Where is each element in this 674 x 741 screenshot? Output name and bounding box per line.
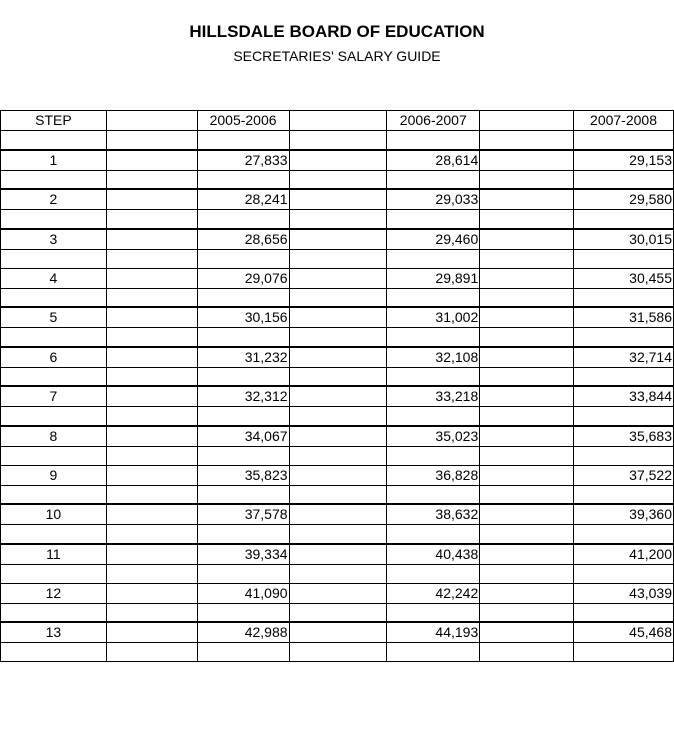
empty-cell <box>1 210 107 229</box>
table-row <box>1 544 674 565</box>
empty-cell <box>197 210 289 229</box>
spacer-cell <box>480 426 574 447</box>
value-2006-2007: 42,242 <box>387 583 480 603</box>
empty-cell <box>289 446 387 465</box>
empty-cell <box>387 603 480 622</box>
table-row <box>1 150 674 171</box>
empty-cell <box>1 249 107 268</box>
empty-cell <box>289 249 387 268</box>
empty-cell <box>480 210 574 229</box>
table-row <box>1 465 674 485</box>
empty-cell <box>387 210 480 229</box>
value-2007-2008: 30,455 <box>574 268 674 288</box>
value-2006-2007: 29,891 <box>387 268 480 288</box>
empty-cell <box>574 367 674 386</box>
empty-cell <box>106 367 197 386</box>
value-2006-2007: 36,828 <box>387 465 480 485</box>
empty-cell <box>480 170 574 189</box>
value-2007-2008: 37,522 <box>574 465 674 485</box>
value-2005-2006: 37,578 <box>197 504 289 525</box>
empty-cell <box>106 407 197 426</box>
table-row <box>1 307 674 328</box>
blank-row <box>1 525 674 544</box>
document-title: HILLSDALE BOARD OF EDUCATION <box>189 22 485 41</box>
value-2007-2008: 35,683 <box>574 426 674 447</box>
spacer-cell <box>289 583 387 603</box>
empty-cell <box>106 210 197 229</box>
empty-cell <box>574 643 674 662</box>
empty-cell <box>289 407 387 426</box>
spacer-cell <box>480 622 574 643</box>
blank-row <box>1 131 674 150</box>
empty-cell <box>480 603 574 622</box>
empty-cell <box>289 485 387 504</box>
column-header-2006-2007: 2006-2007 <box>387 111 480 131</box>
empty-cell <box>197 170 289 189</box>
empty-cell <box>1 525 107 544</box>
empty-cell <box>574 564 674 583</box>
column-header-2005-2006: 2005-2006 <box>197 111 289 131</box>
blank-row <box>1 210 674 229</box>
value-2007-2008: 29,153 <box>574 150 674 171</box>
blank-row <box>1 643 674 662</box>
value-2007-2008: 41,200 <box>574 544 674 565</box>
value-2007-2008: 39,360 <box>574 504 674 525</box>
empty-cell <box>289 564 387 583</box>
empty-cell <box>197 525 289 544</box>
spacer-cell <box>289 386 387 407</box>
empty-cell <box>289 288 387 307</box>
spacer-cell <box>480 268 574 288</box>
spacer-cell <box>106 150 197 171</box>
empty-cell <box>387 525 480 544</box>
value-2007-2008: 33,844 <box>574 386 674 407</box>
empty-cell <box>1 170 107 189</box>
empty-cell <box>106 525 197 544</box>
empty-cell <box>197 485 289 504</box>
empty-cell <box>197 643 289 662</box>
empty-cell <box>480 446 574 465</box>
value-2006-2007: 44,193 <box>387 622 480 643</box>
spacer-cell <box>289 426 387 447</box>
spacer-cell <box>289 465 387 485</box>
spacer-cell <box>480 583 574 603</box>
empty-cell <box>197 249 289 268</box>
spacer-cell <box>106 268 197 288</box>
value-2005-2006: 30,156 <box>197 307 289 328</box>
spacer-cell <box>289 544 387 565</box>
empty-cell <box>1 603 107 622</box>
value-2005-2006: 31,232 <box>197 347 289 368</box>
step-cell: 9 <box>1 465 107 485</box>
empty-cell <box>197 603 289 622</box>
empty-cell <box>574 131 674 150</box>
value-2005-2006: 28,656 <box>197 229 289 250</box>
empty-cell <box>289 210 387 229</box>
spacer-cell <box>289 622 387 643</box>
value-2007-2008: 30,015 <box>574 229 674 250</box>
spacer-cell <box>289 150 387 171</box>
spacer-cell <box>289 229 387 250</box>
value-2006-2007: 29,460 <box>387 229 480 250</box>
empty-cell <box>197 131 289 150</box>
blank-row <box>1 564 674 583</box>
empty-cell <box>480 288 574 307</box>
empty-cell <box>480 328 574 347</box>
table-row <box>1 386 674 407</box>
empty-cell <box>289 131 387 150</box>
empty-cell <box>480 131 574 150</box>
step-cell: 6 <box>1 347 107 368</box>
spacer-cell <box>106 544 197 565</box>
spacer-cell <box>480 229 574 250</box>
empty-cell <box>574 210 674 229</box>
blank-row <box>1 367 674 386</box>
empty-cell <box>480 367 574 386</box>
empty-cell <box>106 288 197 307</box>
spacer-cell <box>289 307 387 328</box>
value-2007-2008: 31,586 <box>574 307 674 328</box>
spacer-cell <box>480 504 574 525</box>
empty-cell <box>289 643 387 662</box>
empty-cell <box>387 131 480 150</box>
empty-cell <box>574 170 674 189</box>
empty-cell <box>106 564 197 583</box>
spacer-cell <box>480 307 574 328</box>
value-2005-2006: 28,241 <box>197 189 289 210</box>
empty-cell <box>1 367 107 386</box>
empty-cell <box>387 367 480 386</box>
step-cell: 11 <box>1 544 107 565</box>
value-2005-2006: 27,833 <box>197 150 289 171</box>
spacer-cell <box>480 347 574 368</box>
spacer-cell <box>480 150 574 171</box>
step-cell: 1 <box>1 150 107 171</box>
value-2007-2008: 45,468 <box>574 622 674 643</box>
empty-cell <box>480 564 574 583</box>
step-cell: 4 <box>1 268 107 288</box>
table-row <box>1 583 674 603</box>
step-cell: 8 <box>1 426 107 447</box>
empty-cell <box>289 367 387 386</box>
value-2006-2007: 29,033 <box>387 189 480 210</box>
spacer-cell <box>480 386 574 407</box>
step-cell: 13 <box>1 622 107 643</box>
empty-cell <box>289 328 387 347</box>
value-2006-2007: 35,023 <box>387 426 480 447</box>
value-2006-2007: 28,614 <box>387 150 480 171</box>
empty-cell <box>106 249 197 268</box>
empty-cell <box>574 288 674 307</box>
empty-cell <box>480 407 574 426</box>
salary-guide-table <box>0 110 674 662</box>
empty-cell <box>1 288 107 307</box>
empty-cell <box>387 485 480 504</box>
empty-cell <box>197 288 289 307</box>
empty-cell <box>1 328 107 347</box>
spacer-cell <box>106 465 197 485</box>
step-cell: 2 <box>1 189 107 210</box>
column-header-step: STEP <box>1 111 107 131</box>
table-row <box>1 426 674 447</box>
spacer-cell <box>106 426 197 447</box>
empty-cell <box>387 288 480 307</box>
blank-row <box>1 446 674 465</box>
empty-cell <box>197 367 289 386</box>
value-2005-2006: 29,076 <box>197 268 289 288</box>
empty-cell <box>1 643 107 662</box>
empty-cell <box>1 446 107 465</box>
spacer-cell <box>289 268 387 288</box>
step-cell: 10 <box>1 504 107 525</box>
value-2005-2006: 41,090 <box>197 583 289 603</box>
value-2007-2008: 32,714 <box>574 347 674 368</box>
blank-row <box>1 407 674 426</box>
empty-cell <box>387 328 480 347</box>
empty-cell <box>289 170 387 189</box>
empty-cell <box>387 446 480 465</box>
table-header-row <box>1 111 674 131</box>
empty-cell <box>387 643 480 662</box>
empty-cell <box>574 407 674 426</box>
spacer-cell <box>106 347 197 368</box>
spacer-cell <box>289 347 387 368</box>
column-header-2007-2008: 2007-2008 <box>574 111 674 131</box>
empty-cell <box>574 525 674 544</box>
table-body <box>1 131 674 662</box>
value-2007-2008: 43,039 <box>574 583 674 603</box>
value-2006-2007: 38,632 <box>387 504 480 525</box>
value-2005-2006: 34,067 <box>197 426 289 447</box>
spacer-cell <box>289 504 387 525</box>
empty-cell <box>197 407 289 426</box>
empty-cell <box>106 603 197 622</box>
empty-cell <box>106 131 197 150</box>
step-cell: 7 <box>1 386 107 407</box>
table-row <box>1 268 674 288</box>
spacer-cell <box>480 544 574 565</box>
spacer-cell <box>106 189 197 210</box>
spacer-cell <box>106 583 197 603</box>
empty-cell <box>574 328 674 347</box>
spacer-cell <box>480 111 574 131</box>
empty-cell <box>106 485 197 504</box>
empty-cell <box>480 525 574 544</box>
empty-cell <box>574 603 674 622</box>
value-2006-2007: 31,002 <box>387 307 480 328</box>
empty-cell <box>106 643 197 662</box>
table-row <box>1 229 674 250</box>
value-2006-2007: 33,218 <box>387 386 480 407</box>
step-cell: 3 <box>1 229 107 250</box>
empty-cell <box>106 446 197 465</box>
empty-cell <box>197 446 289 465</box>
blank-row <box>1 170 674 189</box>
table-row <box>1 189 674 210</box>
empty-cell <box>1 407 107 426</box>
empty-cell <box>1 131 107 150</box>
spacer-cell <box>289 111 387 131</box>
value-2006-2007: 32,108 <box>387 347 480 368</box>
table-row <box>1 347 674 368</box>
empty-cell <box>387 170 480 189</box>
blank-row <box>1 485 674 504</box>
empty-cell <box>387 407 480 426</box>
empty-cell <box>387 564 480 583</box>
empty-cell <box>1 485 107 504</box>
empty-cell <box>197 328 289 347</box>
empty-cell <box>289 603 387 622</box>
empty-cell <box>387 249 480 268</box>
empty-cell <box>106 328 197 347</box>
spacer-cell <box>289 189 387 210</box>
document-subtitle: SECRETARIES' SALARY GUIDE <box>233 48 441 64</box>
blank-row <box>1 328 674 347</box>
empty-cell <box>574 446 674 465</box>
table-row <box>1 504 674 525</box>
empty-cell <box>289 525 387 544</box>
spacer-cell <box>480 189 574 210</box>
empty-cell <box>574 485 674 504</box>
spacer-cell <box>106 504 197 525</box>
empty-cell <box>480 485 574 504</box>
blank-row <box>1 603 674 622</box>
blank-row <box>1 249 674 268</box>
value-2005-2006: 39,334 <box>197 544 289 565</box>
empty-cell <box>1 564 107 583</box>
empty-cell <box>197 564 289 583</box>
value-2007-2008: 29,580 <box>574 189 674 210</box>
empty-cell <box>106 170 197 189</box>
spacer-cell <box>106 307 197 328</box>
spacer-cell <box>106 622 197 643</box>
value-2006-2007: 40,438 <box>387 544 480 565</box>
value-2005-2006: 32,312 <box>197 386 289 407</box>
value-2005-2006: 42,988 <box>197 622 289 643</box>
spacer-cell <box>106 386 197 407</box>
blank-row <box>1 288 674 307</box>
step-cell: 12 <box>1 583 107 603</box>
empty-cell <box>480 249 574 268</box>
spacer-cell <box>480 465 574 485</box>
value-2005-2006: 35,823 <box>197 465 289 485</box>
spacer-cell <box>106 111 197 131</box>
step-cell: 5 <box>1 307 107 328</box>
table-row <box>1 622 674 643</box>
empty-cell <box>480 643 574 662</box>
empty-cell <box>574 249 674 268</box>
spacer-cell <box>106 229 197 250</box>
